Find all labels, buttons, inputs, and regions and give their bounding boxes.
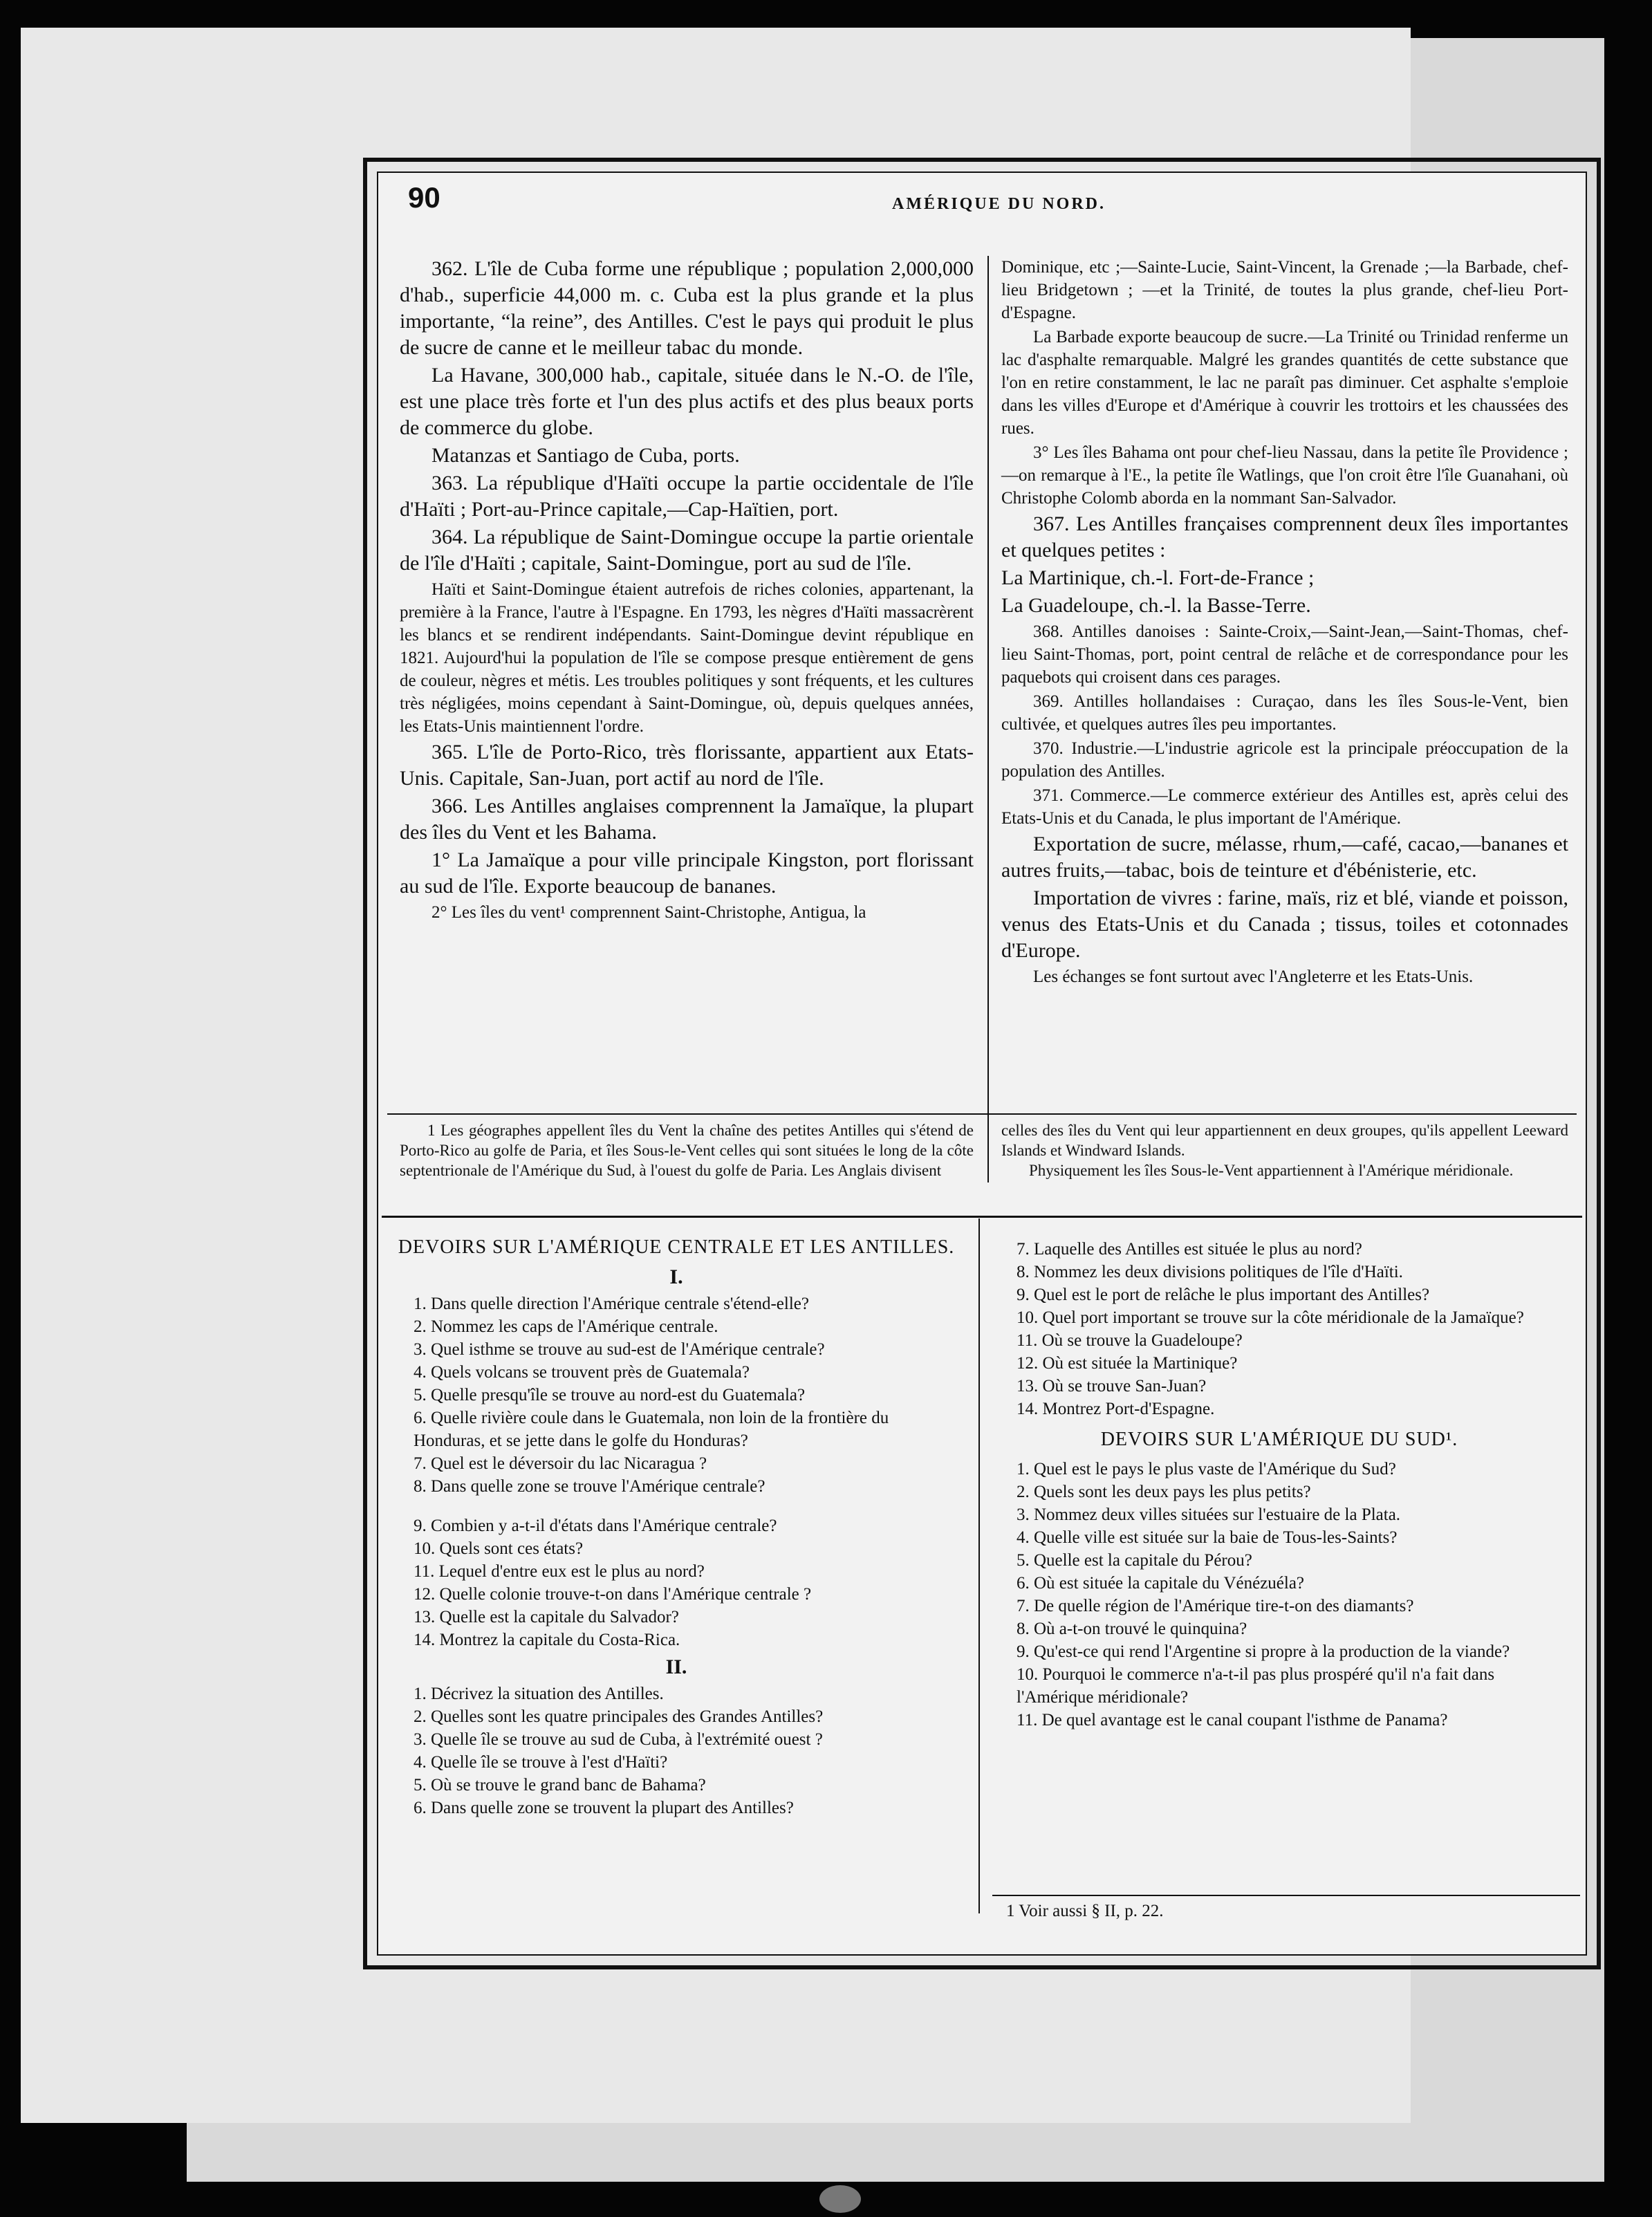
- question-item: 4. Quels volcans se trouvent près de Guatemala?: [414, 1363, 750, 1382]
- right-column: [1001, 256, 1568, 990]
- question-item: 10. Quel port important se trouve sur la côte méridionale de la Jamaïque?: [1017, 1308, 1524, 1327]
- question-item: 2. Quels sont les deux pays les plus petits?: [1017, 1483, 1311, 1501]
- question-item: 9. Quel est le port de relâche le plus important des Antilles?: [1017, 1286, 1430, 1304]
- question-item: 13. Où se trouve San-Juan?: [1017, 1377, 1207, 1395]
- right-paragraph: 369. Antilles hollandaises : Curaçao, dans les îles Sous-le-Vent, bien cultivée, et quelques autres îles peu importantes.: [1001, 692, 1568, 734]
- left-paragraph: 363. La république d'Haïti occupe la partie occidentale de l'île d'Haïti ; Port-au-Prince capitale,—Cap-Haïtien, port.: [400, 472, 974, 521]
- footnote-sud-rule: [992, 1895, 1580, 1896]
- question-item: 7. De quelle région de l'Amérique tire-t-on des diamants?: [1017, 1597, 1414, 1615]
- question-item: 1. Quel est le pays le plus vaste de l'Amérique du Sud?: [1017, 1460, 1396, 1478]
- footnote-right-text-2: Physiquement les îles Sous-le-Vent appartiennent à l'Amérique méridionale.: [1029, 1162, 1514, 1179]
- column-divider: [987, 256, 989, 1182]
- devoirs-centrale: [393, 1232, 960, 1819]
- question-item: 5. Où se trouve le grand banc de Bahama?: [414, 1776, 706, 1794]
- question-item: 10. Pourquoi le commerce n'a-t-il pas plus prospéré qu'il n'a fait dans l'Amérique méridionale?: [1017, 1665, 1495, 1707]
- question-item: 8. Dans quelle zone se trouve l'Amérique centrale?: [414, 1477, 765, 1496]
- question-item: 3. Quelle île se trouve au sud de Cuba, à l'extrémité ouest ?: [414, 1730, 823, 1749]
- right-paragraph: 368. Antilles danoises : Sainte-Croix,—Saint-Jean,—Saint-Thomas, chef-lieu Saint-Thomas, port, point central de relâche et de correspondance pour les paquebots qui croisent dans ces parages.: [1001, 622, 1568, 687]
- question-item: 1. Décrivez la situation des Antilles.: [414, 1685, 664, 1703]
- question-item: 11. Lequel d'entre eux est le plus au nord?: [414, 1562, 705, 1581]
- page-number: 90: [408, 181, 440, 214]
- left-paragraph: 364. La république de Saint-Domingue occupe la partie orientale de l'île d'Haïti ; capitale, Saint-Domingue, port au sud de l'île.: [400, 526, 974, 575]
- question-item: 9. Qu'est-ce qui rend l'Argentine si propre à la production de la viande?: [1017, 1642, 1510, 1661]
- question-item: 4. Quelle ville est située sur la baie de Tous-les-Saints?: [1017, 1528, 1398, 1547]
- question-item: 3. Quel isthme se trouve au sud-est de l'Amérique centrale?: [414, 1340, 825, 1359]
- right-paragraph: 371. Commerce.—Le commerce extérieur des Antilles est, après celui des Etats-Unis et du Canada, le plus important de l'Amérique.: [1001, 786, 1568, 828]
- footnote-sud: 1 Voir aussi § II, p. 22.: [1006, 1902, 1164, 1920]
- right-paragraph: 367. Les Antilles françaises comprennent deux îles importantes et quelques petites :: [1001, 512, 1568, 562]
- question-item: 14. Montrez la capitale du Costa-Rica.: [414, 1631, 680, 1649]
- right-paragraph: La Martinique, ch.-l. Fort-de-France ;: [1001, 566, 1315, 589]
- part-two-heading: II.: [665, 1655, 687, 1678]
- devoirs-sud-title: DEVOIRS SUR L'AMÉRIQUE DU SUD¹.: [1100, 1429, 1458, 1450]
- left-paragraph: La Havane, 300,000 hab., capitale, située dans le N.-O. de l'île, est une place très forte et l'un des plus actifs et des plus beaux ports de commerce du globe.: [400, 364, 974, 439]
- left-paragraph: 366. Les Antilles anglaises comprennent la Jamaïque, la plupart des îles du Vent et les Bahama.: [400, 795, 974, 844]
- scan-blot: [819, 2185, 861, 2213]
- running-title: AMÉRIQUE DU NORD.: [892, 195, 1106, 213]
- footnote-right-text-1: celles des îles du Vent qui leur appartiennent en deux groupes, qu'ils appellent Leeward Islands et Windward Islands.: [1001, 1122, 1568, 1159]
- question-item: 1. Dans quelle direction l'Amérique centrale s'étend-elle?: [414, 1295, 809, 1313]
- question-item: 9. Combien y a-t-il d'états dans l'Amérique centrale?: [414, 1516, 777, 1535]
- devoirs-divider: [978, 1218, 980, 1913]
- devoirs-centrale-title: DEVOIRS SUR L'AMÉRIQUE CENTRALE ET LES ANTILLES.: [398, 1236, 955, 1258]
- left-paragraph: Matanzas et Santiago de Cuba, ports.: [431, 444, 740, 467]
- right-paragraph: Les échanges se font surtout avec l'Angleterre et les Etats-Unis.: [1033, 967, 1474, 986]
- question-item: 13. Quelle est la capitale du Salvador?: [414, 1608, 679, 1626]
- question-item: 8. Où a-t-on trouvé le quinquina?: [1017, 1620, 1247, 1638]
- question-item: 10. Quels sont ces états?: [414, 1539, 584, 1558]
- right-paragraph: La Barbade exporte beaucoup de sucre.—La Trinité ou Trinidad renferme un lac d'asphalte remarquable. Malgré les grandes quantités de cette substance que l'on en retire constamment, le lac ne paraît pas diminuer. Cet asphalte s'emploie dans les villes d'Europe et d'Amérique à couvrir les trottoirs et les chaussées des rues.: [1001, 328, 1568, 438]
- right-paragraph: Importation de vivres : farine, maïs, riz et blé, viande et poisson, venus des Etats-Unis et du Canada ; tissus, toiles et cotonnades d'Europe.: [1001, 887, 1568, 962]
- question-item: 2. Nommez les caps de l'Amérique centrale.: [414, 1317, 718, 1336]
- question-item: 6. Dans quelle zone se trouvent la plupart des Antilles?: [414, 1799, 794, 1817]
- question-item: 7. Quel est le déversoir du lac Nicaragua ?: [414, 1454, 707, 1473]
- question-item: 11. De quel avantage est le canal coupant l'isthme de Panama?: [1017, 1711, 1448, 1729]
- left-paragraph: 1° La Jamaïque a pour ville principale Kingston, port florissant au sud de l'île. Exporte beaucoup de bananes.: [400, 848, 974, 898]
- footnote-left-text: 1 Les géographes appellent îles du Vent la chaîne des petites Antilles qui s'étend de Porto-Rico au golfe de Paria, et îles Sous-le-Vent celles qui sont situées le long de la côte septentrionale de l'Amérique du Sud, à l'ouest du golfe de Paria. Les Anglais divisent: [400, 1122, 974, 1179]
- question-item: 12. Où est située la Martinique?: [1017, 1354, 1238, 1373]
- question-item: 6. Où est située la capitale du Vénézuéla?: [1017, 1574, 1305, 1593]
- question-item: 11. Où se trouve la Guadeloupe?: [1017, 1331, 1243, 1350]
- right-paragraph: Exportation de sucre, mélasse, rhum,—café, cacao,—bananes et autres fruits,—tabac, bois de teinture et d'ébénisterie, etc.: [1001, 833, 1568, 882]
- question-item: 12. Quelle colonie trouve-t-on dans l'Amérique centrale ?: [414, 1585, 812, 1604]
- section-rule: [382, 1216, 1582, 1218]
- footnote-left: [400, 1120, 974, 1180]
- devoirs-right: [996, 1238, 1563, 1732]
- left-column: [400, 256, 974, 925]
- part-one-heading: I.: [669, 1265, 683, 1288]
- question-item: 6. Quelle rivière coule dans le Guatemala, non loin de la frontière du Honduras, et se jette dans le golfe du Honduras?: [414, 1409, 889, 1450]
- question-item: 3. Nommez deux villes situées sur l'estuaire de la Plata.: [1017, 1505, 1401, 1524]
- question-item: 5. Quelle est la capitale du Pérou?: [1017, 1551, 1252, 1570]
- left-paragraph: 365. L'île de Porto-Rico, très florissante, appartient aux Etats-Unis. Capitale, San-Juan, port actif au nord de l'île.: [400, 741, 974, 790]
- left-paragraph: 362. L'île de Cuba forme une république ; population 2,000,000 d'hab., superficie 44,000 m. c. Cuba est la plus grande et la plus importante, “la reine”, des Antilles. C'est le pays qui produit le plus de sucre de canne et le meilleur tabac du monde.: [400, 257, 974, 359]
- question-item: 4. Quelle île se trouve à l'est d'Haïti?: [414, 1753, 668, 1772]
- question-item: 8. Nommez les deux divisions politiques de l'île d'Haïti.: [1017, 1263, 1403, 1281]
- question-item: 2. Quelles sont les quatre principales des Grandes Antilles?: [414, 1707, 824, 1726]
- footnote-rule: [387, 1113, 1577, 1115]
- right-paragraph: La Guadeloupe, ch.-l. la Basse-Terre.: [1001, 594, 1311, 617]
- footnote-right: [1001, 1120, 1568, 1180]
- left-paragraph: 2° Les îles du vent¹ comprennent Saint-Christophe, Antigua, la: [431, 903, 866, 922]
- right-paragraph: Dominique, etc ;—Sainte-Lucie, Saint-Vincent, la Grenade ;—la Barbade, chef-lieu Bridgetown ; —et la Trinité, de toutes la plus grande, chef-lieu Port-d'Espagne.: [1001, 258, 1568, 322]
- left-paragraph: Haïti et Saint-Domingue étaient autrefois de riches colonies, appartenant, la première à la France, l'autre à l'Espagne. En 1793, les nègres d'Haïti massacrèrent les blancs et se rendirent indépendants. Saint-Domingue devint république en 1821. Aujourd'hui la population de l'île se compose presque entièrement de gens de couleur, nègres et métis. Les troubles politiques y sont fréquents, et les cultures très négligées, moins cependant à Saint-Domingue, où, depuis quelques années, les Etats-Unis maintiennent l'ordre.: [400, 580, 974, 736]
- question-item: 7. Laquelle des Antilles est située le plus au nord?: [1017, 1240, 1362, 1259]
- right-paragraph: 3° Les îles Bahama ont pour chef-lieu Nassau, dans la petite île Providence ; —on remarque à l'E., la petite île Watlings, que l'on croit être l'île Guanahani, où Christophe Colomb aborda en la nommant San-Salvador.: [1001, 443, 1568, 508]
- question-item: 14. Montrez Port-d'Espagne.: [1017, 1400, 1215, 1418]
- right-paragraph: 370. Industrie.—L'industrie agricole est la principale préoccupation de la population des Antilles.: [1001, 739, 1568, 781]
- question-item: 5. Quelle presqu'île se trouve au nord-est du Guatemala?: [414, 1386, 806, 1404]
